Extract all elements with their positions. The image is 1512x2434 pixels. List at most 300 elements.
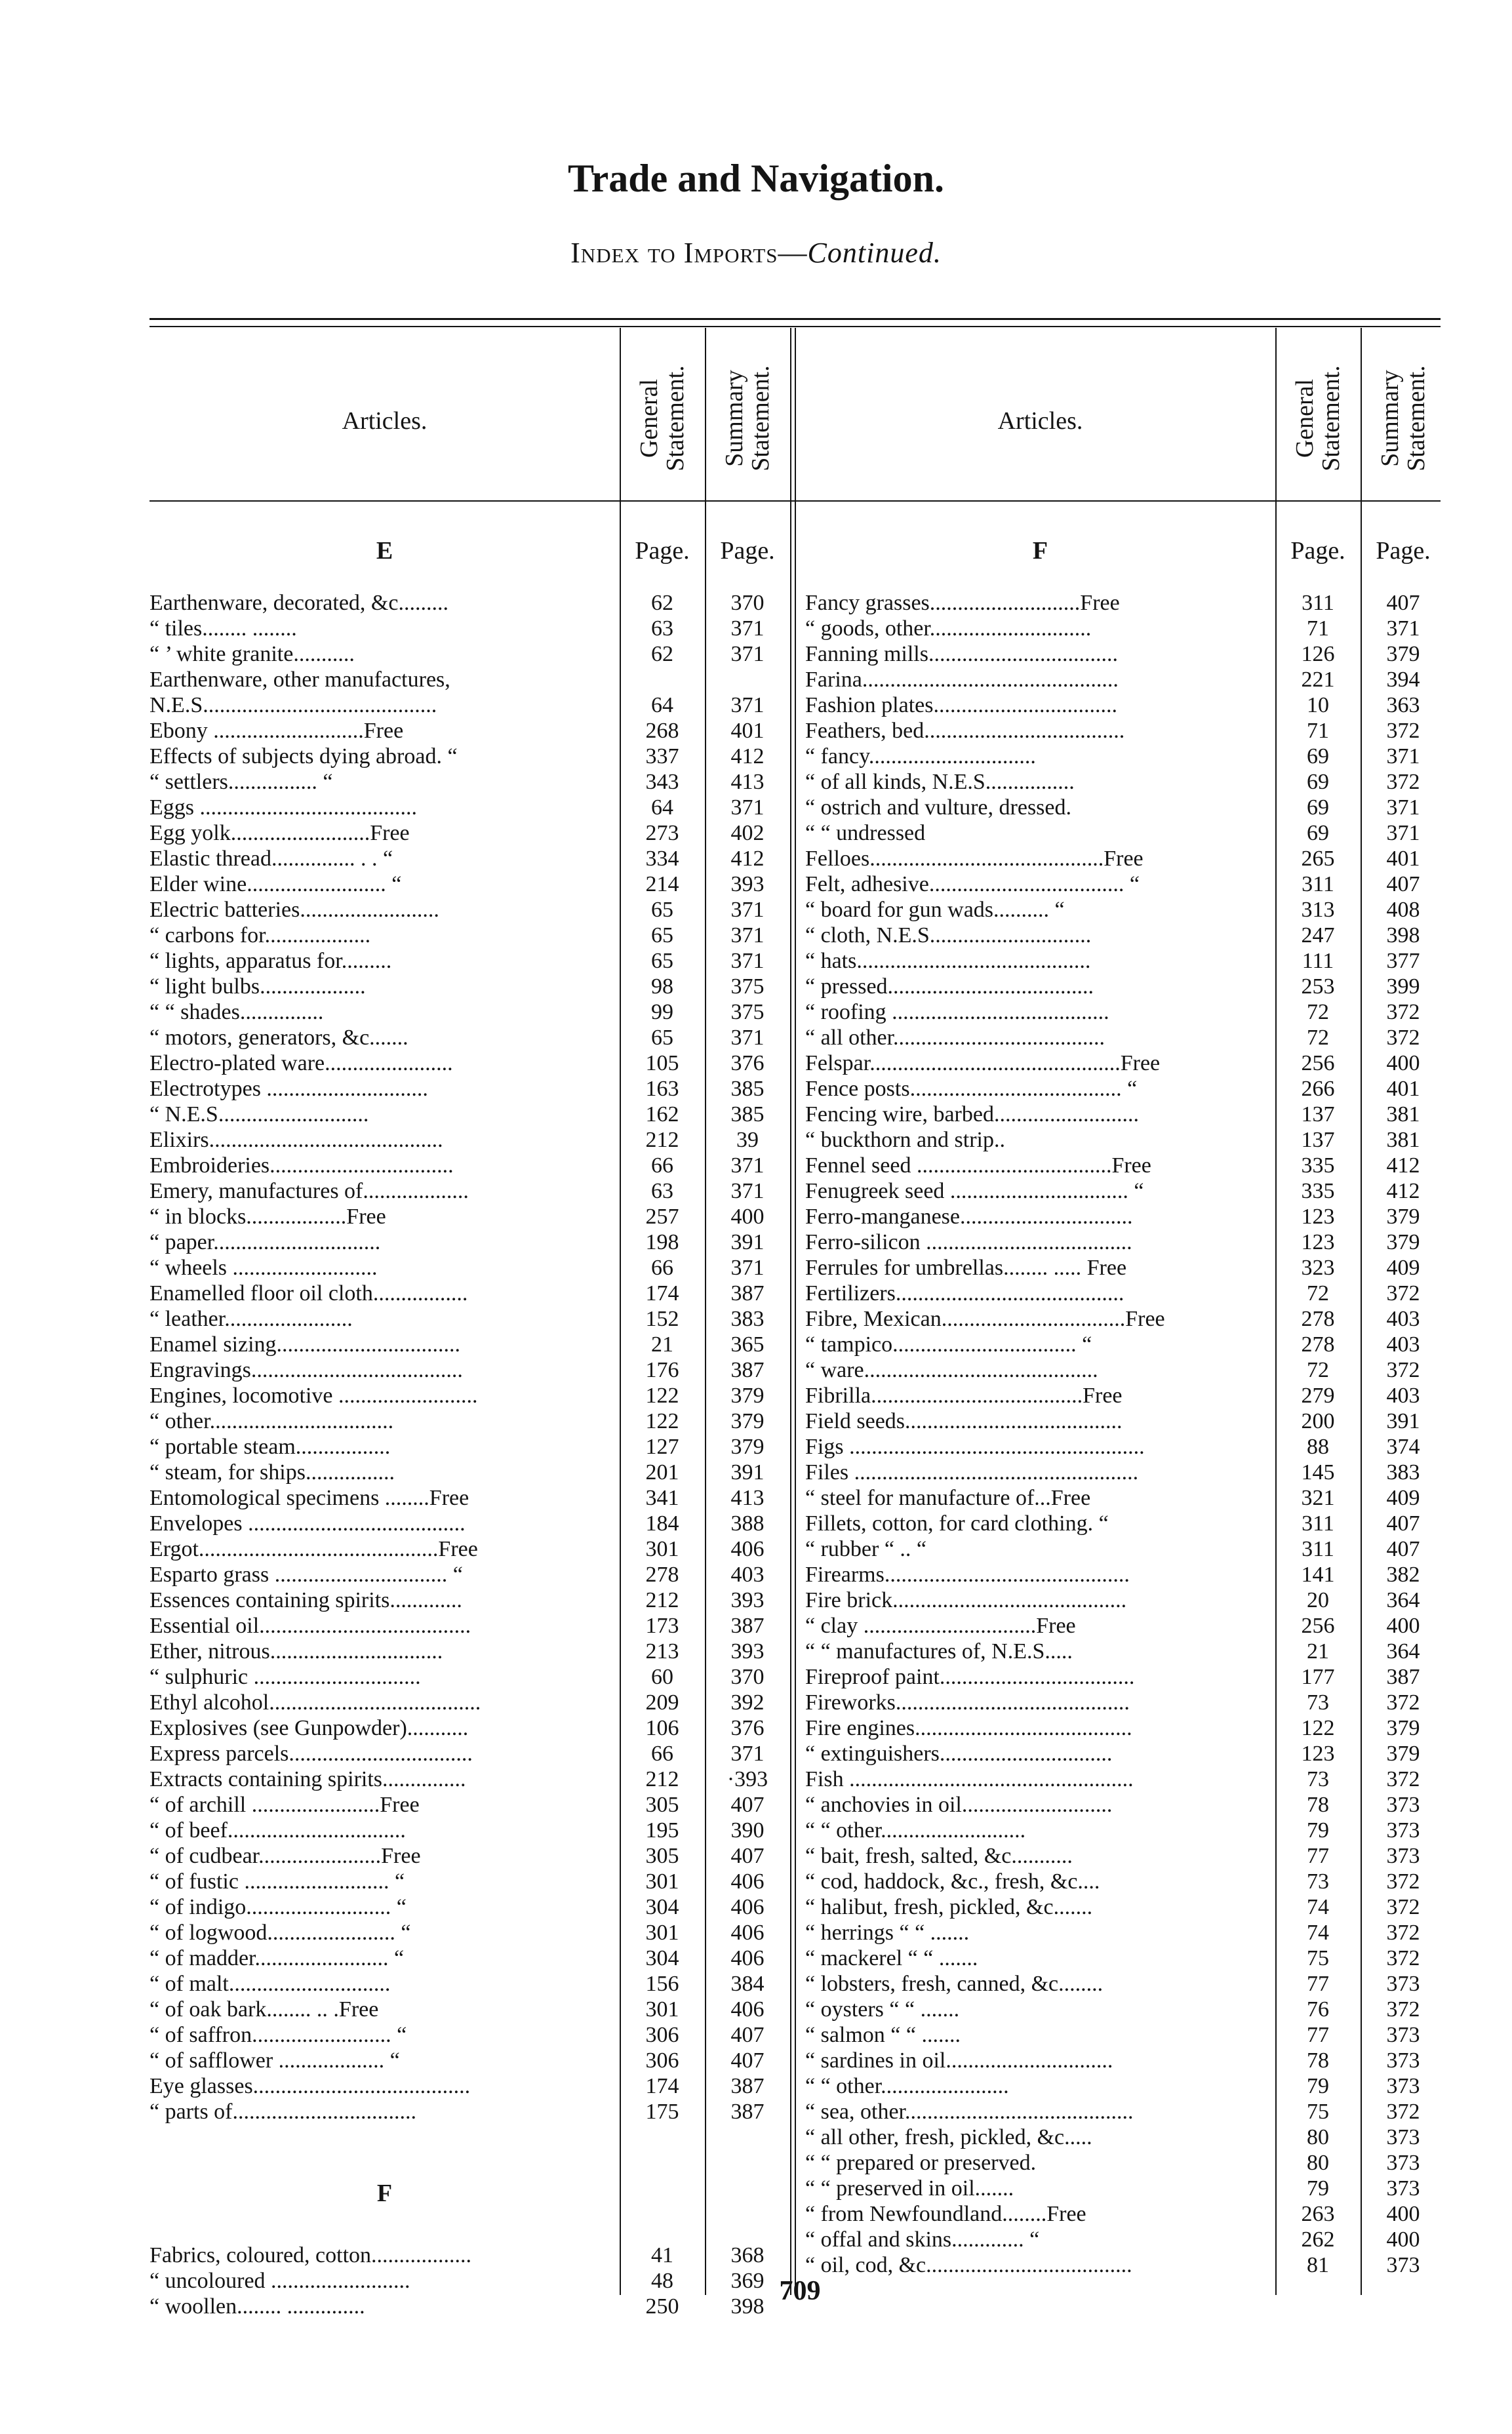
index-row [149,1434,788,1460]
index-row [149,692,788,718]
top-rule [149,318,1441,320]
articles-header: Articles. [997,407,1083,435]
index-row [149,999,788,1025]
article-name: Felloes..........................................Free [805,847,1144,871]
general-statement-page: 74 [1307,1921,1329,1945]
general-statement-page: 66 [651,1153,673,1178]
index-row [149,1050,788,1076]
summary-statement-page: 371 [730,949,765,973]
general-statement-header: General Statement. [635,365,689,471]
index-row [149,1741,788,1766]
index-row [805,1485,1444,1511]
article-name: “ “ shades............... [149,1000,324,1024]
page-label: Page. [720,537,775,565]
general-statement-page: 176 [645,1358,679,1382]
index-row [149,1204,788,1229]
index-row [805,1690,1444,1715]
article-name: Electric batteries......................... [149,898,439,922]
summary-statement-page: 372 [1386,1767,1420,1791]
page-title: Trade and Navigation. [568,157,944,200]
summary-statement-page: 371 [1386,744,1420,768]
index-row [805,2201,1444,2227]
general-statement-page: 323 [1301,1256,1335,1280]
article-name: “ roofing ....................................... [805,1000,1109,1024]
index-row [805,1997,1444,2022]
article-name: “ “ prepared or preserved. [805,2151,1037,2175]
general-statement-page: 64 [651,795,673,820]
general-statement-page: 266 [1301,1077,1335,1101]
article-name: Electrotypes ............................. [149,1077,428,1101]
summary-statement-page: 365 [730,1332,765,1357]
index-row [149,2048,788,2073]
section-letter: F [1032,537,1048,565]
general-statement-page: 65 [651,898,673,922]
general-statement-page: 78 [1307,2048,1329,2073]
summary-statement-page: 379 [1386,1716,1420,1740]
article-name: “ of fustic .......................... “ [149,1869,405,1894]
general-statement-page: 304 [645,1946,679,1970]
index-row [149,641,788,667]
summary-statement-page: 403 [1386,1307,1420,1331]
summary-statement-page: 387 [730,1281,765,1306]
index-row [805,1127,1444,1153]
index-row [149,2073,788,2099]
article-name: “ “ other....................... [805,2074,1009,2098]
article-name: Farina.............................................. [805,668,1119,692]
index-row [805,1715,1444,1741]
index-row [805,590,1444,616]
index-row [805,2073,1444,2099]
general-statement-page: 162 [645,1102,679,1127]
index-row [805,871,1444,897]
article-name: “ all other...................................... [805,1026,1105,1050]
summary-statement-page: 393 [730,1639,765,1664]
general-statement-page: 156 [645,1972,679,1996]
summary-statement-page: 406 [730,1921,765,1945]
general-statement-page: 311 [1302,1511,1334,1536]
summary-statement-page: 409 [1386,1256,1420,1280]
summary-statement-page: 400 [1386,2202,1420,2226]
article-name: “ bait, fresh, salted, &c........... [805,1844,1073,1868]
general-statement-page: 122 [645,1409,679,1433]
general-statement-page: 137 [1301,1102,1335,1127]
index-row [149,2099,788,2125]
article-name: Earthenware, other manufactures, [149,668,450,692]
summary-statement-page: 363 [1386,693,1420,717]
general-statement-page: 122 [1301,1716,1335,1740]
general-statement-page: 60 [651,1665,673,1689]
index-row [149,590,788,616]
index-row [805,1229,1444,1255]
general-statement-header: General Statement. [1291,365,1345,471]
index-row [149,2268,788,2294]
summary-statement-page: 383 [1386,1460,1420,1485]
article-name: Field seeds....................................... [805,1409,1123,1433]
index-row [149,1127,788,1153]
article-name: Ferro-silicon ..................................... [805,1230,1132,1254]
article-name: Explosives (see Gunpowder)........... [149,1716,469,1740]
article-name: Fire engines....................................... [805,1716,1132,1740]
general-statement-page: 80 [1307,2151,1329,2175]
general-statement-page: 123 [1301,1230,1335,1254]
article-name: Fabrics, coloured, cotton.................. [149,2243,472,2267]
index-row [149,1920,788,1945]
article-name: “ other................................. [149,1409,394,1433]
summary-statement-page: 407 [1386,1511,1420,1536]
article-name: Fillets, cotton, for card clothing. “ [805,1511,1109,1536]
article-name: “ N.E.S........................... [149,1102,369,1127]
general-statement-page: 72 [1307,1358,1329,1382]
index-row [149,974,788,999]
summary-statement-page: 379 [1386,1742,1420,1766]
summary-statement-page: 406 [730,1895,765,1919]
article-name: Embroideries................................. [149,1153,454,1178]
article-name: Ether, nitrous............................... [149,1639,443,1664]
index-row [805,616,1444,641]
general-statement-page: 256 [1301,1614,1335,1638]
summary-statement-page: 376 [730,1051,765,1075]
article-name: “ fancy.............................. [805,744,1036,768]
right-index-column [805,328,1444,2295]
general-statement-page: 75 [1307,2100,1329,2124]
index-row [805,2176,1444,2201]
summary-statement-page: 387 [730,2074,765,2098]
article-name: “ lobsters, fresh, canned, &c........ [805,1972,1104,1996]
general-statement-page: 301 [645,1997,679,2022]
article-name: “ mackerel “ “ ....... [805,1946,978,1970]
article-name: “ buckthorn and strip.. [805,1128,1005,1152]
summary-statement-page: 406 [730,1869,765,1894]
general-statement-page: 75 [1307,1946,1329,1970]
summary-statement-page: 408 [1386,898,1420,922]
index-row [149,1102,788,1127]
summary-statement-page: 394 [1386,668,1420,692]
general-statement-page: 152 [645,1307,679,1331]
general-statement-page: 198 [645,1230,679,1254]
general-statement-page: 301 [645,1869,679,1894]
page-subtitle [0,236,1512,269]
index-row [805,1562,1444,1587]
article-name: Fire brick.......................................... [805,1588,1127,1612]
index-row [805,1766,1444,1792]
article-name: “ settlers................ “ [149,770,333,794]
general-statement-page: 77 [1307,1844,1329,1868]
article-name: “ oysters “ “ ....... [805,1997,960,2022]
index-row [805,1102,1444,1127]
index-row [149,2243,788,2268]
index-row [149,1715,788,1741]
article-name: “ pressed..................................... [805,974,1094,999]
index-row [149,1332,788,1357]
article-name: “ carbons for................... [149,923,371,948]
article-name: “ “ preserved in oil....... [805,2176,1014,2201]
summary-statement-page: 385 [730,1102,765,1127]
summary-statement-page: 371 [730,1179,765,1203]
general-statement-page: 73 [1307,1767,1329,1791]
summary-statement-page: 403 [1386,1332,1420,1357]
article-name: Extracts containing spirits............... [149,1767,466,1791]
index-row [805,1178,1444,1204]
general-statement-page: 279 [1301,1384,1335,1408]
index-row [149,795,788,820]
general-statement-page: 253 [1301,974,1335,999]
index-row [805,999,1444,1025]
subtitle-continued: Continued. [807,237,942,269]
article-name: “ hats.......................................... [805,949,1091,973]
article-name: Figs ..................................................... [805,1435,1145,1459]
index-row [805,641,1444,667]
general-statement-page: 41 [651,2243,673,2267]
index-row [805,1434,1444,1460]
page-label: Page. [1290,537,1345,565]
article-name: Felspar.............................................Free [805,1051,1161,1075]
general-statement-page: 305 [645,1844,679,1868]
general-statement-page: 69 [1307,821,1329,845]
index-row [805,1255,1444,1281]
article-name: “ board for gun wads.......... “ [805,898,1065,922]
index-row [149,1971,788,1997]
general-statement-page: 99 [651,1000,673,1024]
article-name: Ergot...........................................Free [149,1537,478,1561]
general-statement-page: 177 [1301,1665,1335,1689]
article-name: “ lights, apparatus for......... [149,949,392,973]
general-statement-page: 213 [645,1639,679,1664]
index-row [805,1664,1444,1690]
article-name: “ of indigo.......................... “ [149,1895,407,1919]
index-row [149,1229,788,1255]
index-row [805,1971,1444,1997]
index-row [149,1536,788,1562]
general-statement-page: 76 [1307,1997,1329,2022]
article-name: Envelopes ....................................... [149,1511,466,1536]
article-name: “ ostrich and vulture, dressed. [805,795,1071,820]
index-row [149,769,788,795]
summary-statement-page: 372 [1386,1690,1420,1715]
index-row [149,923,788,948]
index-row [149,1997,788,2022]
summary-statement-page: 406 [730,1997,765,2022]
article-name: Feathers, bed.................................... [805,719,1125,743]
center-divider [795,328,796,2295]
index-row [805,846,1444,871]
article-name: Engines, locomotive ......................... [149,1384,478,1408]
article-name: “ paper.............................. [149,1230,381,1254]
article-name: Fence posts...................................... “ [805,1077,1138,1101]
summary-statement-page: 401 [1386,847,1420,871]
index-row [805,948,1444,974]
general-statement-page: 278 [1301,1332,1335,1357]
general-statement-page: 250 [645,2294,679,2319]
summary-statement-page: 371 [730,642,765,666]
index-row [805,2125,1444,2150]
summary-statement-header: Summary Statement. [1376,365,1430,471]
summary-statement-page: 406 [730,1537,765,1561]
general-statement-page: 66 [651,1256,673,1280]
general-statement-page: 201 [645,1460,679,1485]
section-letter: E [376,537,393,565]
article-name: “ motors, generators, &c....... [149,1026,408,1050]
index-row [805,744,1444,769]
summary-statement-page: 371 [730,1256,765,1280]
summary-statement-page: 371 [730,693,765,717]
general-statement-page: 343 [645,770,679,794]
summary-statement-page: 400 [1386,1614,1420,1638]
summary-statement-page: 400 [1386,2227,1420,2252]
summary-statement-page: 371 [730,616,765,641]
summary-statement-page: 375 [730,974,765,999]
index-row [149,1945,788,1971]
summary-statement-page: 379 [1386,642,1420,666]
index-row [805,1204,1444,1229]
index-row [805,923,1444,948]
index-row [149,616,788,641]
general-statement-page: 98 [651,974,673,999]
article-name: Esparto grass ............................... “ [149,1563,463,1587]
index-row [149,1178,788,1204]
index-row [805,2048,1444,2073]
article-name: “ steam, for ships................ [149,1460,395,1485]
general-statement-page: 79 [1307,2074,1329,2098]
general-statement-page: 311 [1302,872,1334,896]
index-row [805,1741,1444,1766]
general-statement-page: 71 [1307,616,1329,641]
summary-statement-page: 372 [1386,719,1420,743]
index-row [149,667,788,692]
general-statement-page: 278 [645,1563,679,1587]
summary-statement-page: 372 [1386,1921,1420,1945]
index-row [805,1613,1444,1639]
summary-statement-page: 371 [730,795,765,820]
article-name: “ sea, other......................................... [805,2100,1134,2124]
index-row [149,871,788,897]
article-name: “ clay ...............................Free [805,1614,1076,1638]
article-name: Ethyl alcohol...................................... [149,1690,481,1715]
article-name: “ salmon “ “ ....... [805,2023,961,2047]
index-row [149,1076,788,1102]
summary-statement-page: 364 [1386,1588,1420,1612]
summary-statement-header: Summary Statement. [721,365,774,471]
summary-statement-page: 370 [730,1665,765,1689]
article-name: “ rubber “ .. “ [805,1537,927,1561]
summary-statement-page: 373 [1386,2023,1420,2047]
general-statement-page: 265 [1301,847,1335,871]
general-statement-page: 122 [645,1384,679,1408]
page-number: 709 [779,2276,821,2306]
summary-statement-page: 399 [1386,974,1420,999]
index-row [149,1869,788,1894]
summary-statement-page: 400 [1386,1051,1420,1075]
summary-statement-page: 39 [736,1128,759,1152]
article-name: “ parts of................................. [149,2100,417,2124]
article-name: “ “ manufactures of, N.E.S..... [805,1639,1073,1664]
general-statement-page: 123 [1301,1205,1335,1229]
index-row [805,1306,1444,1332]
general-statement-page: 256 [1301,1051,1335,1075]
index-row [805,2099,1444,2125]
summary-statement-page: 368 [730,2243,765,2267]
summary-statement-page: 381 [1386,1128,1420,1152]
general-statement-page: 145 [1301,1460,1335,1485]
summary-statement-page: 398 [1386,923,1420,948]
summary-statement-page: 407 [1386,591,1420,615]
index-row [805,2252,1444,2278]
summary-statement-page: 372 [1386,1281,1420,1306]
article-name: “ uncoloured ......................... [149,2269,410,2293]
general-statement-page: 72 [1307,1026,1329,1050]
general-statement-page: 127 [645,1435,679,1459]
general-statement-page: 306 [645,2048,679,2073]
article-name: “ anchovies in oil........................... [805,1793,1113,1817]
article-name: “ portable steam................. [149,1435,391,1459]
summary-statement-page: 391 [1386,1409,1420,1433]
general-statement-page: 273 [645,821,679,845]
index-row [805,1460,1444,1485]
article-name: “ cloth, N.E.S............................. [805,923,1092,948]
general-statement-page: 69 [1307,770,1329,794]
general-statement-page: 321 [1301,1486,1335,1510]
summary-statement-page: 373 [1386,1818,1420,1843]
article-name: Ebony ...........................Free [149,719,404,743]
summary-statement-page: 387 [730,1614,765,1638]
summary-statement-page: 371 [730,1153,765,1178]
summary-statement-page: 371 [730,1742,765,1766]
general-statement-page: 10 [1307,693,1329,717]
article-name: Fancy grasses...........................Free [805,591,1120,615]
general-statement-page: 80 [1307,2125,1329,2149]
article-name: Fanning mills.................................. [805,642,1118,666]
summary-statement-page: 373 [1386,2125,1420,2149]
index-row [149,1690,788,1715]
index-row [149,1153,788,1178]
article-name: Fish ................................................... [805,1767,1134,1791]
summary-statement-page: 407 [730,1793,765,1817]
index-row [149,820,788,846]
summary-statement-page: 372 [1386,770,1420,794]
index-row [149,1281,788,1306]
summary-statement-page: 372 [1386,1946,1420,1970]
general-statement-page: 301 [645,1921,679,1945]
article-name: “ of beef................................ [149,1818,406,1843]
index-row [805,1281,1444,1306]
index-row [805,2227,1444,2252]
index-row [805,1025,1444,1050]
article-name: Egg yolk.........................Free [149,821,410,845]
general-statement-page: 311 [1302,591,1334,615]
summary-statement-page: 406 [730,1946,765,1970]
article-name: “ sulphuric .............................. [149,1665,421,1689]
general-statement-page: 79 [1307,2176,1329,2201]
index-row [149,1894,788,1920]
general-statement-page: 263 [1301,2202,1335,2226]
summary-statement-page: 402 [730,821,765,845]
article-name: “ steel for manufacture of...Free [805,1486,1091,1510]
article-name: Ferro-manganese............................... [805,1205,1133,1229]
general-statement-page: 214 [645,872,679,896]
index-row [805,1511,1444,1536]
general-statement-page: 65 [651,949,673,973]
index-row [805,718,1444,744]
summary-statement-page: 412 [730,744,765,768]
article-name: “ sardines in oil.............................. [805,2048,1113,2073]
index-row [149,2022,788,2048]
article-name: Fertilizers......................................... [805,1281,1124,1306]
index-row [149,1511,788,1536]
summary-statement-page: 383 [730,1307,765,1331]
articles-header: Articles. [342,407,428,435]
summary-statement-page: 385 [730,1077,765,1101]
summary-statement-page: 382 [1386,1563,1420,1587]
index-row [805,1869,1444,1894]
